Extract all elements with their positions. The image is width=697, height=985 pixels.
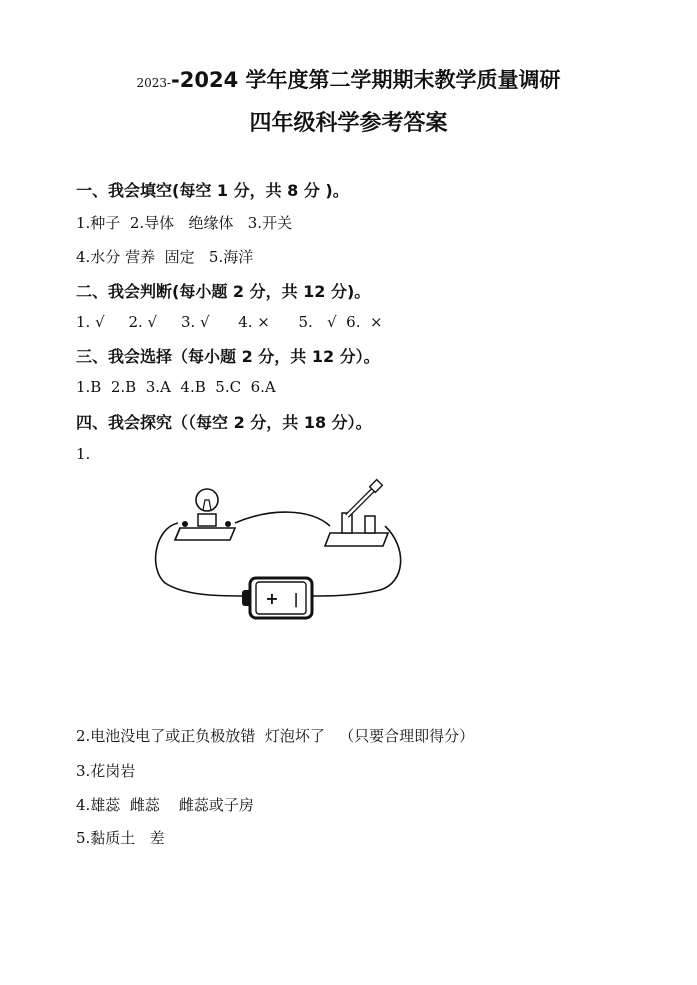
title-main: -2024 学年度第二学期期末教学质量调研 (171, 68, 561, 92)
section-1-heading: 一、我会填空(每空 1 分，共 8 分 )。 (76, 181, 349, 200)
section-4-q1-number: 1. (76, 445, 91, 463)
section-2-line-1: 1. √ 2. √ 3. √ 4. × 5. √ 6. × (76, 313, 383, 331)
section-4-line-4: 4.雄蕊 雌蕊 雌蕊或子房 (76, 796, 254, 814)
battery-minus-label: | (293, 592, 299, 608)
battery-icon (242, 578, 312, 618)
title-year-prefix: 2023- (136, 76, 172, 90)
section-4-heading: 四、我会探究（（每空 2 分，共 18 分）。 (76, 413, 372, 432)
wire-top (235, 512, 330, 526)
section-3-line-1: 1.B 2.B 3.A 4.B 5.C 6.A (76, 378, 276, 396)
switch-icon (325, 480, 388, 546)
section-4-line-3: 3.花岗岩 (76, 762, 136, 780)
battery-plus-label: + (265, 589, 279, 608)
section-4-line-2: 2.电池没电了或正负极放错 灯泡坏了 （只要合理即得分） (76, 727, 475, 745)
section-2-heading: 二、我会判断(每小题 2 分，共 12 分)。 (76, 282, 371, 301)
section-3-heading: 三、我会选择（每小题 2 分，共 12 分）。 (76, 347, 380, 366)
section-1-line-2: 4.水分 营养 固定 5.海洋 (76, 248, 254, 266)
bulb-icon (175, 489, 235, 540)
document-title (0, 64, 697, 94)
document-subtitle: 四年级科学参考答案 (249, 111, 448, 136)
section-4-line-5: 5.黏质土 差 (76, 829, 165, 847)
section-1-line-1: 1.种子 2.导体 绝缘体 3.开关 (76, 214, 293, 232)
circuit-diagram (150, 478, 410, 628)
